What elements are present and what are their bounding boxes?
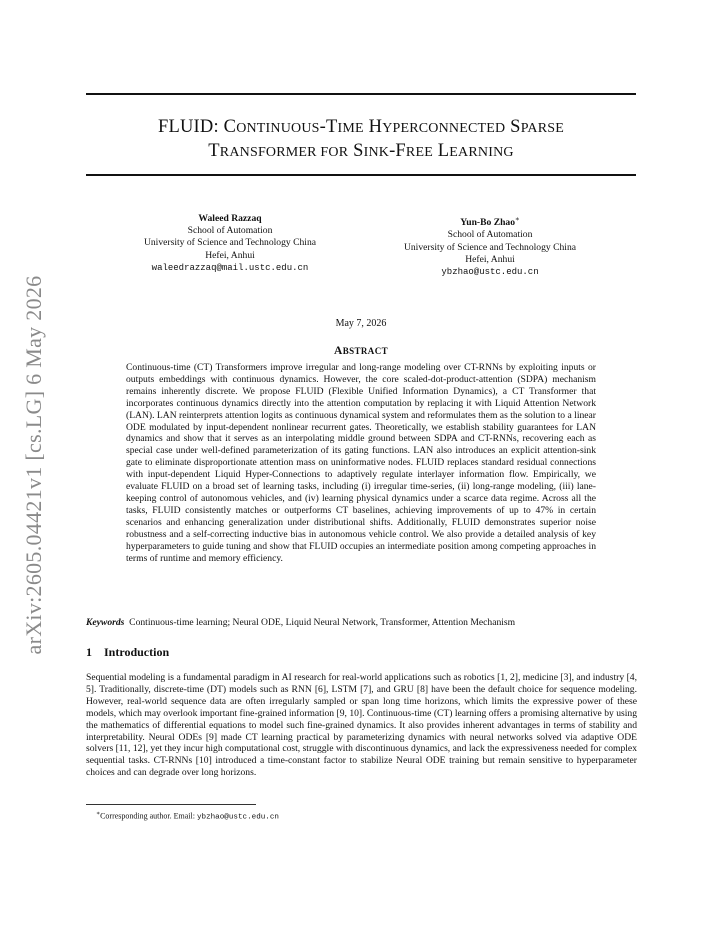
footnote-mark: ∗ xyxy=(96,811,101,817)
author-block-1 xyxy=(80,213,380,274)
title-part: EARNING xyxy=(449,145,514,160)
abstract-heading-initial: A xyxy=(333,345,343,357)
title-part: -T xyxy=(319,117,338,137)
author-university: University of Science and Technology China xyxy=(143,237,317,249)
author-university: University of Science and Technology China xyxy=(403,241,577,253)
footnote-email[interactable]: ybzhao@ustc.edu.cn xyxy=(196,813,279,822)
section-title: Introduction xyxy=(104,645,170,659)
title-part: FLUID: C xyxy=(158,117,237,137)
title-part: INK xyxy=(363,145,390,160)
keywords-label: Keywords xyxy=(86,617,125,628)
title-line-1 xyxy=(86,116,636,140)
keywords xyxy=(86,617,646,628)
title-part: S xyxy=(505,117,521,137)
title-part: RANSFORMER FOR xyxy=(219,145,349,160)
author-city: Hefei, Anhui xyxy=(465,253,515,265)
author-name xyxy=(340,213,640,229)
corresponding-mark: ∗ xyxy=(515,215,520,223)
arxiv-id-text: arXiv:2605.04421v1 [cs.LG] 6 May 2026 xyxy=(21,275,46,655)
author-department: School of Automation xyxy=(447,229,533,241)
title-part: IME xyxy=(337,121,364,136)
footnote-text: Corresponding author. Email: xyxy=(100,811,197,821)
author-block-2 xyxy=(340,213,640,278)
author-email[interactable]: waleedrazzaq@mail.ustc.edu.cn xyxy=(151,262,309,273)
section-number: 1 xyxy=(86,645,92,659)
footnote xyxy=(96,810,279,822)
author-email[interactable]: ybzhao@ustc.edu.cn xyxy=(441,267,539,277)
abstract-text: Continuous-time (CT) Transformers improve irregular and long-range modeling over CT-RNNs by exploiting inputs or outputs embeddings with continuous dynamics. However, the core scaled-dot-product-attention (SDPA) mechanism remains inherently discrete. We propose FLUID (Flexible Unified Information Dynamics), a CT Transformer that incorporates continuous dynamics directly into the attention computation by replacing it with Liquid Attention Network (LAN). LAN reinterprets attention logits as continuous dynamical system and reformulates them as the solution to a linear ODE modulated by input-dependent nonlinear recurrent gates. Theoretically, we establish stability guarantees for LAN dynamics and show that it serves as an interpolating middle ground between SDPA and CT-RNNs, recovering each as special case under well-defined parameterization of its gating functions. LAN also introduces an explicit attention-sink gate to eliminate disproportionate attention mass on uninformative nodes. FLUID replaces standard residual connections with input-dependent Liquid Hyper-Connections to adaptively regulate interlayer information flow. Empirically, we evaluate FLUID on a broad set of learning tasks, including (i) irregular time-series, (ii) long-range modeling, (iii) lane-keeping control of autonomous vehicles, and (iv) learning physical dynamics under a scarce data regime. Across all the tasks, FLUID consistently matches or outperforms CT baselines, achieving improvements of up to 47% in certain scenarios and enhancing generalization under distributional shifts. Additionally, FLUID demonstrates superior noise robustness and a self-correcting inductive bias in autonomous vehicle control. We also provide a detailed analysis of key hyperparameters to guide tuning and show that FLUID occupies an intermediate position among competing approaches in terms of runtime and memory efficiency. xyxy=(126,362,596,564)
title-part: REE xyxy=(405,145,433,160)
introduction-paragraph: Sequential modeling is a fundamental paradigm in AI research for real-world applications such as robotics [1, 2], medicine [3], and industry [4, 5]. Traditionally, discrete-time (DT) models such as RNN [6], LSTM [7], and GRU [8] have been the default choice for sequence modeling. However, real-world sequence data are often irregularly sampled or span long time horizons, which limits the expressive power of these models, which may overlook important fine-grained information [9, 10]. Continuous-time (CT) learning offers a promising alternative by using the mathematics of differential equations to model such fine-grained dynamics. It also provides inherent advantages in terms of stability and interpretability. Neural ODEs [9] made CT learning practical by parameterizing dynamics with neural networks solved via adaptive ODE solvers [11, 12], yet they incur high computational cost, struggle with discontinuous dynamics, and lack the expressiveness needed for complex sequential tasks. CT-RNNs [10] introduced a time-constant factor to stabilize Neural ODE training but remain sensitive to hyperparameter choices and can degrade over long horizons. xyxy=(86,672,637,779)
title-part: PARSE xyxy=(520,121,564,136)
footnote-rule xyxy=(86,804,256,805)
author-department: School of Automation xyxy=(187,225,273,237)
keywords-text: Continuous-time learning; Neural ODE, Liquid Neural Network, Transformer, Attention Mechanism xyxy=(129,617,516,628)
author-name: Waleed Razzaq xyxy=(198,213,262,224)
author-city: Hefei, Anhui xyxy=(205,249,255,261)
title-line-2 xyxy=(86,140,636,164)
title-part: H xyxy=(363,117,383,137)
paper-title xyxy=(86,116,636,164)
title-part: ONTINUOUS xyxy=(236,121,320,136)
abstract-heading xyxy=(86,345,636,357)
author-name-text: Yun-Bo Zhao xyxy=(460,217,516,229)
title-part: S xyxy=(348,141,364,161)
abstract-heading-rest: BSTRACT xyxy=(342,346,389,356)
section-heading-introduction xyxy=(86,645,169,660)
paper-date: May 7, 2026 xyxy=(335,318,387,329)
title-part: -F xyxy=(389,141,406,161)
title-part: YPERCONNECTED xyxy=(382,121,506,136)
title-part: L xyxy=(432,141,450,161)
title-top-rule xyxy=(86,93,636,95)
title-part: T xyxy=(208,141,220,161)
arxiv-sidebar-identifier xyxy=(14,265,54,665)
title-bottom-rule xyxy=(86,174,636,176)
